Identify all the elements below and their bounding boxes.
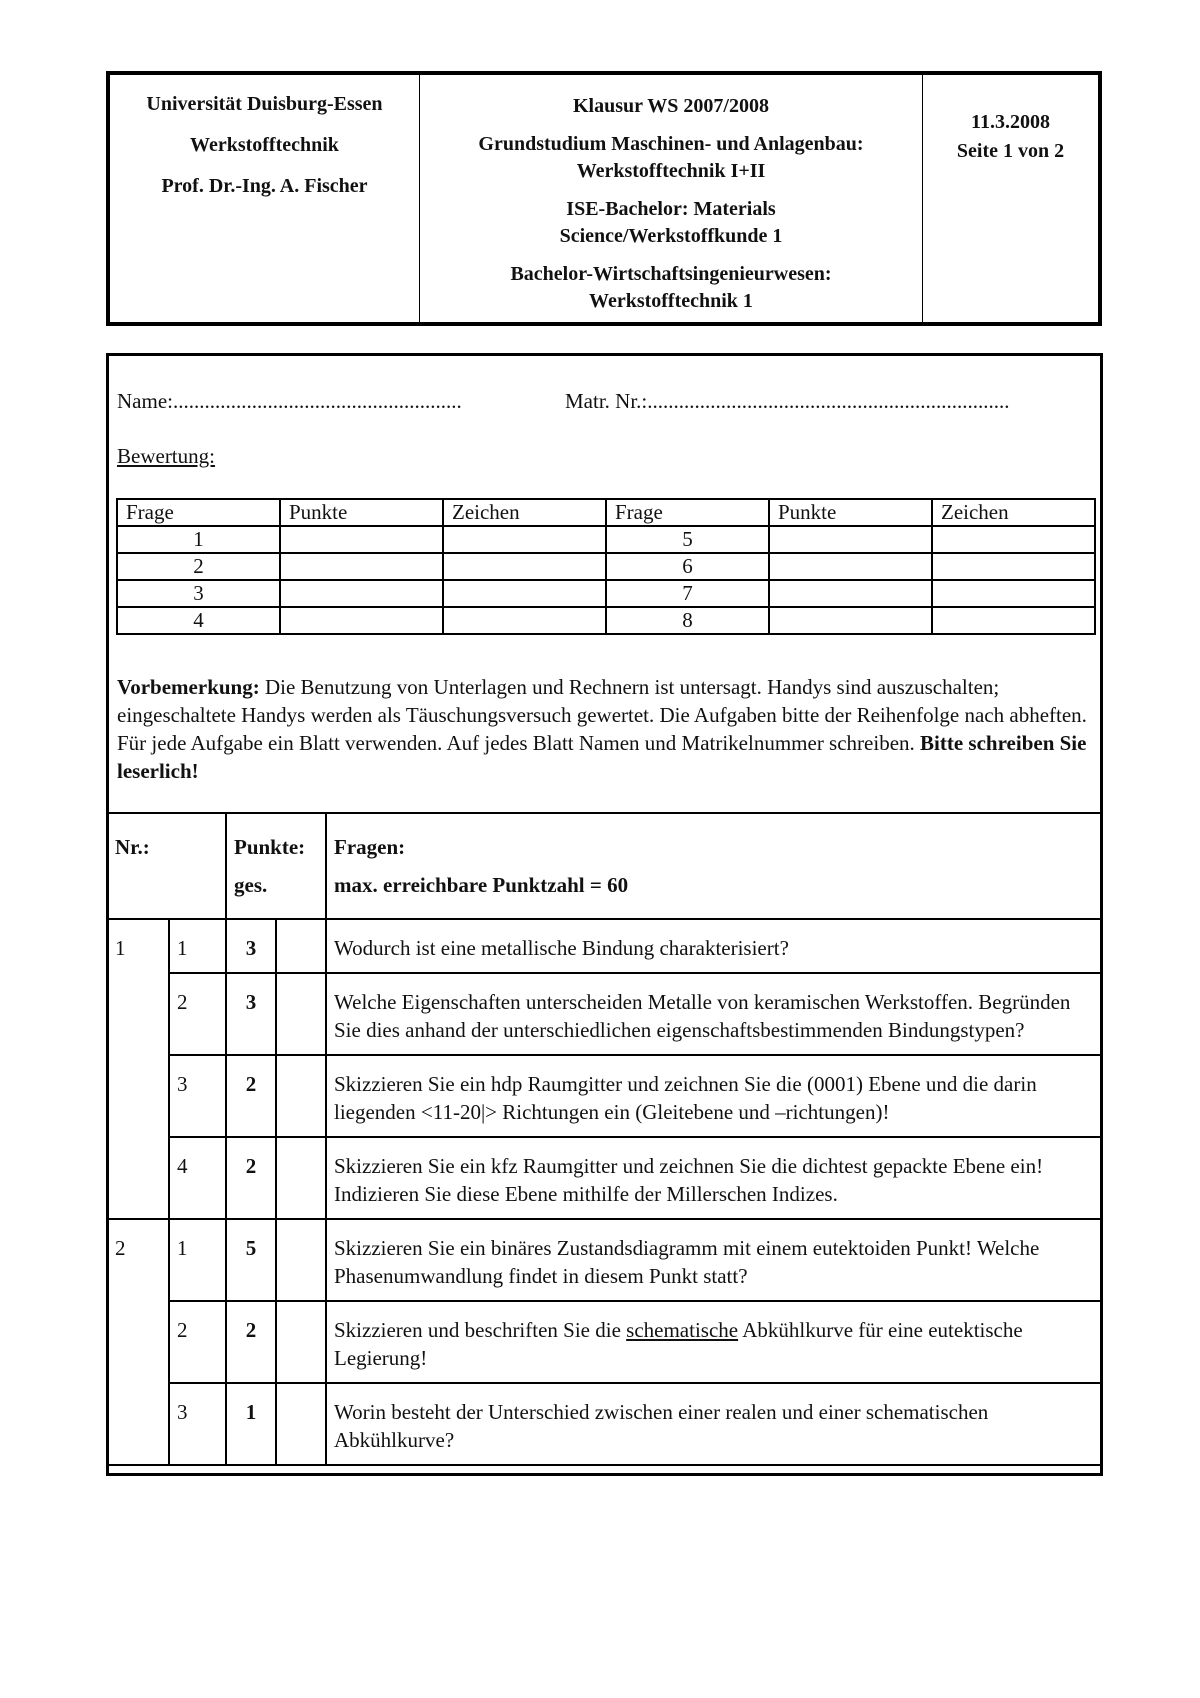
score-cell[interactable] xyxy=(276,1301,326,1383)
question-number: 8 xyxy=(606,607,769,634)
questions-table xyxy=(106,812,1103,1466)
question-text-part: Abkühlkurve für eine eutektische Legierung! xyxy=(334,1318,1023,1370)
score-cell[interactable] xyxy=(276,1137,326,1219)
question-text: Wodurch ist eine metallische Bindung charakterisiert? xyxy=(326,919,1102,973)
question-row xyxy=(107,973,1102,1055)
course-2-line-1: ISE-Bachelor: Materials xyxy=(566,198,776,220)
course-1 xyxy=(420,131,922,185)
grade-row xyxy=(117,553,1095,580)
points-cell[interactable] xyxy=(280,607,443,634)
course-1-line-1: Grundstudium Maschinen- und Anlagenbau: xyxy=(478,133,864,155)
remark-emphasis: Bitte schreiben Sie leserlich! xyxy=(117,731,1087,783)
institution-block xyxy=(110,75,420,322)
signature-cell[interactable] xyxy=(443,553,606,580)
grade-header-cell: Punkte xyxy=(769,499,932,526)
max-points: 2 xyxy=(226,1055,276,1137)
max-points: 1 xyxy=(226,1383,276,1465)
question-text-part: Skizzieren und beschriften Sie die xyxy=(334,1318,627,1342)
question-text: Worin besteht der Unterschied zwischen einer realen und einer schematischen Abkühlkurve? xyxy=(326,1383,1102,1465)
points-cell[interactable] xyxy=(769,607,932,634)
score-cell[interactable] xyxy=(276,1219,326,1301)
grade-row xyxy=(117,526,1095,553)
course-1-line-2: Werkstofftechnik I+II xyxy=(576,160,766,182)
page-indicator: Seite 1 von 2 xyxy=(956,140,1065,162)
sub-number: 3 xyxy=(169,1055,226,1137)
sub-number: 1 xyxy=(169,1219,226,1301)
question-text: Skizzieren Sie ein kfz Raumgitter und zeichnen Sie die dichtest gepackte Ebene ein! Indizieren Sie diese Ebene mithilfe der Millerschen Indizes. xyxy=(326,1137,1102,1219)
signature-cell[interactable] xyxy=(932,607,1095,634)
question-text xyxy=(326,1301,1102,1383)
professor-name: Prof. Dr.-Ing. A. Fischer xyxy=(161,175,368,197)
question-number: 7 xyxy=(606,580,769,607)
question-number: 2 xyxy=(117,553,280,580)
signature-cell[interactable] xyxy=(932,526,1095,553)
questions-header xyxy=(326,813,1102,919)
exam-body xyxy=(106,353,1103,1476)
questions-header-line-1: Fragen: xyxy=(334,835,406,859)
score-cell[interactable] xyxy=(276,1055,326,1137)
sub-number: 2 xyxy=(169,1301,226,1383)
score-cell[interactable] xyxy=(276,919,326,973)
signature-cell[interactable] xyxy=(932,553,1095,580)
questions-header-row xyxy=(107,813,1102,919)
max-points: 2 xyxy=(226,1137,276,1219)
max-points: 3 xyxy=(226,973,276,1055)
points-header-line-2: ges. xyxy=(234,873,268,897)
exam-header xyxy=(106,71,1102,326)
question-group: 2 xyxy=(107,1219,169,1465)
question-text: Welche Eigenschaften unterscheiden Metalle von keramischen Werkstoffen. Begründen Sie dies anhand der unterschiedlichen eigenschaftsbestimmenden Bindungstypen? xyxy=(326,973,1102,1055)
points-cell[interactable] xyxy=(280,580,443,607)
course-3-line-1: Bachelor-Wirtschaftsingenieurwesen: xyxy=(510,263,832,285)
question-row xyxy=(107,919,1102,973)
exam-title: Klausur WS 2007/2008 xyxy=(573,95,769,117)
points-cell[interactable] xyxy=(280,526,443,553)
sub-number: 1 xyxy=(169,919,226,973)
grade-table xyxy=(116,498,1096,635)
max-points: 2 xyxy=(226,1301,276,1383)
grade-header-cell: Zeichen xyxy=(932,499,1095,526)
preliminary-remark xyxy=(117,673,1092,785)
underlined-word: schematische xyxy=(626,1318,739,1342)
nr-header: Nr.: xyxy=(107,813,226,919)
name-field[interactable]: Name:....................................................... xyxy=(117,389,462,413)
sub-number: 4 xyxy=(169,1137,226,1219)
points-cell[interactable] xyxy=(280,553,443,580)
course-3-line-2: Werkstofftechnik 1 xyxy=(589,290,753,312)
max-points: 5 xyxy=(226,1219,276,1301)
course-2-line-2: Science/Werkstoffkunde 1 xyxy=(559,225,783,247)
date-page-block xyxy=(923,75,1098,322)
grade-table-header xyxy=(117,499,1095,526)
score-cell[interactable] xyxy=(276,973,326,1055)
matriculation-field[interactable]: Matr. Nr.:..................................................................... xyxy=(565,389,1010,413)
sub-number: 2 xyxy=(169,973,226,1055)
questions-header-line-2: max. erreichbare Punktzahl = 60 xyxy=(334,873,629,897)
question-row xyxy=(107,1137,1102,1219)
grade-header-cell: Frage xyxy=(117,499,280,526)
rating-label: Bewertung: xyxy=(117,444,215,468)
grade-header-cell: Zeichen xyxy=(443,499,606,526)
grade-row xyxy=(117,580,1095,607)
question-text: Skizzieren Sie ein binäres Zustandsdiagramm mit einem eutektoiden Punkt! Welche Phasenumwandlung findet in diesem Punkt statt? xyxy=(326,1219,1102,1301)
points-header xyxy=(226,813,326,919)
question-row xyxy=(107,1301,1102,1383)
remark-text: Die Benutzung von Unterlagen und Rechnern ist untersagt. Handys sind auszuschalten; eingeschaltete Handys werden als Täuschungsversuch gewertet. Die Aufgaben bitte der Reihenfolge nach abheften. Für jede Aufgabe ein Blatt verwenden. Auf jedes Blatt Namen und Matrikelnummer schreiben. xyxy=(117,675,1087,755)
score-cell[interactable] xyxy=(276,1383,326,1465)
question-number: 5 xyxy=(606,526,769,553)
question-row xyxy=(107,1219,1102,1301)
points-cell[interactable] xyxy=(769,526,932,553)
exam-info-block xyxy=(420,75,923,322)
course-2 xyxy=(420,196,922,250)
exam-date: 11.3.2008 xyxy=(971,111,1050,133)
question-number: 4 xyxy=(117,607,280,634)
question-group: 1 xyxy=(107,919,169,1219)
remark-label: Vorbemerkung: xyxy=(117,675,260,699)
signature-cell[interactable] xyxy=(443,580,606,607)
points-header-line-1: Punkte: xyxy=(234,835,306,859)
department-name: Werkstofftechnik xyxy=(190,134,339,156)
question-number: 6 xyxy=(606,553,769,580)
signature-cell[interactable] xyxy=(932,580,1095,607)
signature-cell[interactable] xyxy=(443,607,606,634)
grade-header-cell: Frage xyxy=(606,499,769,526)
question-row xyxy=(107,1383,1102,1465)
grade-header-cell: Punkte xyxy=(280,499,443,526)
signature-cell[interactable] xyxy=(443,526,606,553)
question-row xyxy=(107,1055,1102,1137)
question-text: Skizzieren Sie ein hdp Raumgitter und zeichnen Sie die (0001) Ebene und die darin liegenden <11-20|> Richtungen ein (Gleitebene und –richtungen)! xyxy=(326,1055,1102,1137)
sub-number: 3 xyxy=(169,1383,226,1465)
points-cell[interactable] xyxy=(769,553,932,580)
university-name: Universität Duisburg-Essen xyxy=(146,93,383,115)
max-points: 3 xyxy=(226,919,276,973)
grade-row xyxy=(117,607,1095,634)
points-cell[interactable] xyxy=(769,580,932,607)
question-number: 1 xyxy=(117,526,280,553)
course-3 xyxy=(420,261,922,315)
question-number: 3 xyxy=(117,580,280,607)
